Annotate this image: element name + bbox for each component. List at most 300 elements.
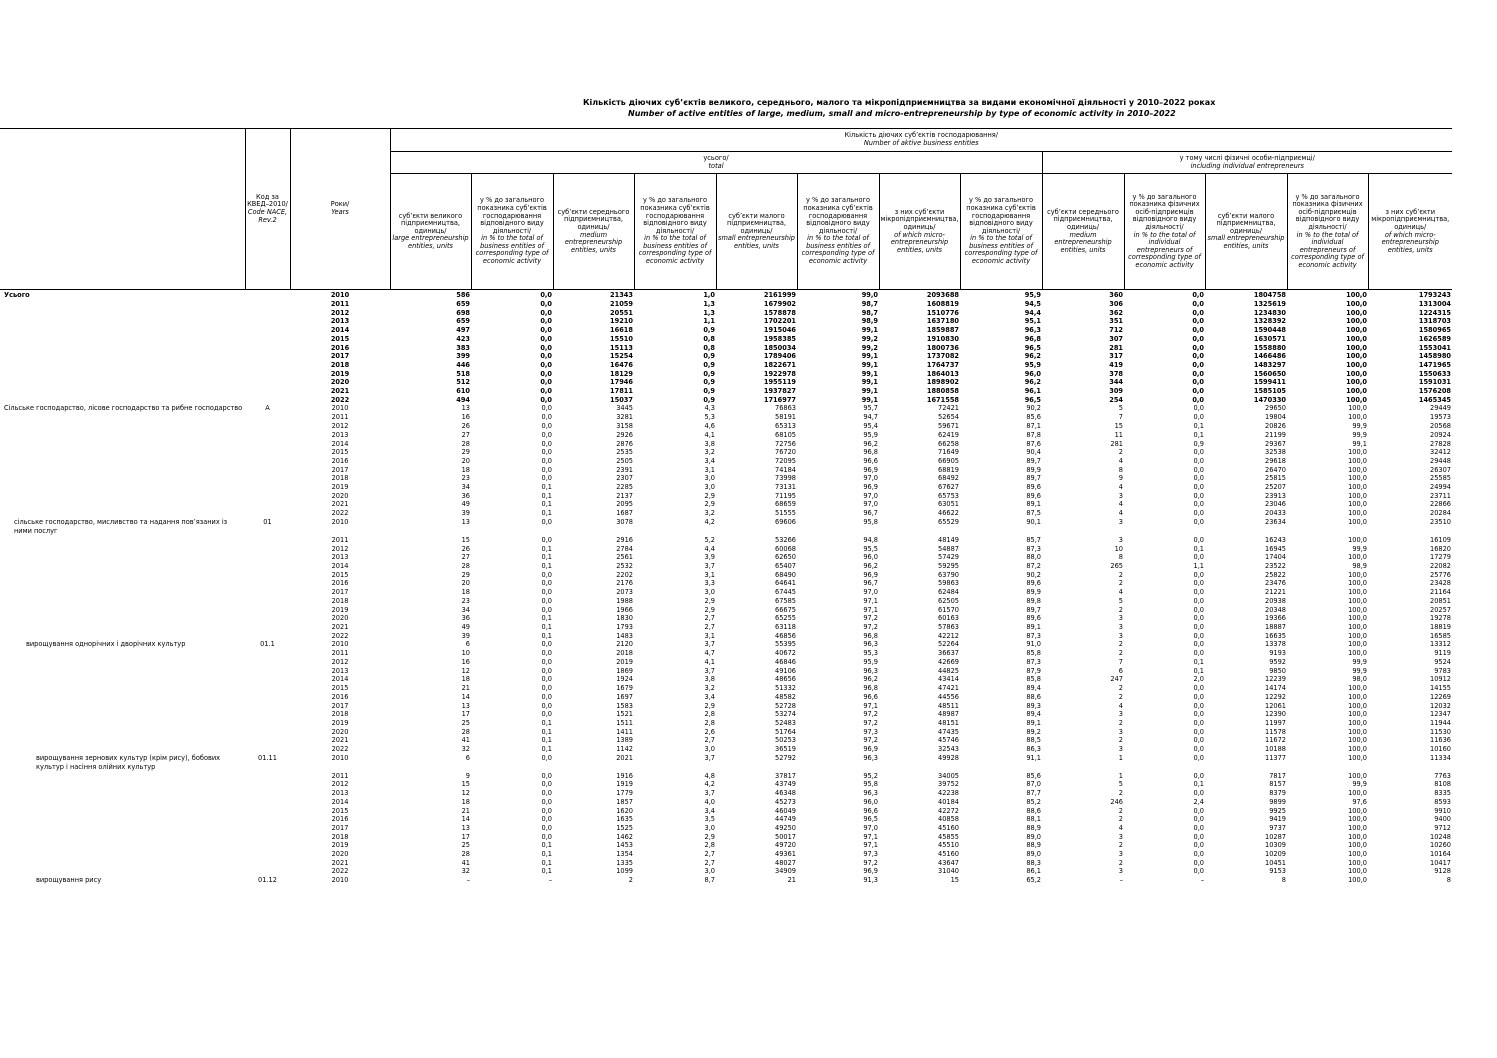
value-cell: 0,1 <box>541 841 552 850</box>
value-cell: 1608819 <box>926 300 959 308</box>
activity-label <box>0 754 245 772</box>
code-cell <box>245 606 290 615</box>
value-cell: 0,0 <box>541 404 552 413</box>
value-cell: 0,0 <box>540 326 552 335</box>
value-cell: 9128 <box>1434 867 1451 876</box>
code-cell <box>245 850 290 859</box>
value-cell: 712 <box>1109 326 1123 335</box>
value-cell: 99,1 <box>861 360 878 369</box>
value-cell: 11377 <box>1265 753 1286 762</box>
value-cell: 0,0 <box>1193 841 1204 850</box>
value-cell: 91,1 <box>1026 753 1041 762</box>
activity-cell <box>0 684 245 693</box>
code-cell <box>245 772 290 781</box>
years-header-en: Years <box>331 208 349 216</box>
value-cell: 87,0 <box>1026 780 1041 789</box>
value-cell: 1635 <box>616 815 633 824</box>
table-row <box>0 693 1452 702</box>
value-cell: 99,2 <box>861 334 878 343</box>
value-cell: 0,0 <box>540 369 552 378</box>
column-header-uk: суб’єкти малого підприємництва, одиниць/ <box>1216 211 1276 235</box>
column-header-9 <box>1042 174 1124 290</box>
value-cell: 0,0 <box>540 334 552 343</box>
value-cell: 90,2 <box>1026 404 1041 413</box>
value-cell: 32 <box>461 867 470 876</box>
code-cell <box>245 483 290 492</box>
value-cell: 88,6 <box>1026 692 1041 701</box>
year-cell: 2020 <box>331 727 349 736</box>
code-header-en: Code NACE, Rev.2 <box>247 208 288 224</box>
value-cell: 12269 <box>1430 692 1451 701</box>
value-cell: 95,5 <box>863 544 878 553</box>
value-cell: 41 <box>461 858 470 867</box>
value-cell: 0,1 <box>1193 780 1204 789</box>
value-cell: 0,0 <box>541 535 552 544</box>
activity-cell <box>0 728 245 737</box>
value-cell: 2 <box>1118 579 1123 588</box>
group-individual-uk: у тому числі фізичні особи-підприємці/ <box>1179 153 1315 162</box>
value-cell: 72095 <box>775 456 796 465</box>
value-cell: 1869 <box>616 666 633 675</box>
value-cell: 344 <box>1109 378 1123 387</box>
value-cell: – <box>548 876 552 885</box>
value-cell: 10 <box>1114 544 1123 553</box>
table-row <box>0 509 1452 518</box>
value-cell: 45160 <box>938 823 959 832</box>
value-cell: 0,0 <box>540 317 552 326</box>
value-cell: 63790 <box>938 570 959 579</box>
value-cell: 95,2 <box>863 771 878 780</box>
value-cell: 67627 <box>938 483 959 492</box>
value-cell: 1313004 <box>1418 300 1451 308</box>
value-cell: 9592 <box>1269 658 1286 667</box>
value-cell: 9400 <box>1434 815 1451 824</box>
value-cell: 3,0 <box>704 823 715 832</box>
value-cell: 0,0 <box>541 797 552 806</box>
value-cell: 3 <box>1118 832 1123 841</box>
value-cell: 96,8 <box>863 631 878 640</box>
value-cell: 88,1 <box>1026 815 1041 824</box>
value-cell: 8335 <box>1434 789 1451 798</box>
value-cell: 95,9 <box>863 430 878 439</box>
value-cell: 0,0 <box>1193 404 1204 413</box>
value-cell: 20826 <box>1265 422 1286 431</box>
column-header-en: small entrepreneurship entities, units <box>718 234 795 250</box>
value-cell: 2073 <box>616 588 633 597</box>
value-cell: 3,0 <box>704 588 715 597</box>
value-cell: 94,8 <box>863 535 878 544</box>
activity-cell <box>0 606 245 615</box>
activity-cell <box>0 309 245 318</box>
year-cell: 2011 <box>330 300 350 308</box>
column-header-7 <box>879 174 960 290</box>
value-cell: 100,0 <box>1348 815 1367 824</box>
value-cell: 54887 <box>938 544 959 553</box>
group-top-en: Number of aktive business entities <box>863 139 979 147</box>
value-cell: 10287 <box>1265 832 1286 841</box>
value-cell: 45160 <box>938 850 959 859</box>
activity-cell <box>0 588 245 597</box>
value-cell: 0,1 <box>1193 430 1204 439</box>
value-cell: 3,3 <box>704 579 715 588</box>
column-header-8 <box>960 174 1042 290</box>
value-cell: 100,0 <box>1348 858 1367 867</box>
value-cell: 0,0 <box>1193 649 1204 658</box>
value-cell: 10451 <box>1265 858 1286 867</box>
value-cell: 94,4 <box>1024 308 1041 317</box>
value-cell: 0,0 <box>1192 395 1204 404</box>
year-cell: 2021 <box>330 387 350 396</box>
table-row <box>0 867 1452 876</box>
value-cell: 100,0 <box>1348 692 1367 701</box>
value-cell: 96,7 <box>863 509 878 518</box>
value-cell: 0,9 <box>703 395 715 404</box>
value-cell: 9193 <box>1269 649 1286 658</box>
value-cell: 65313 <box>775 422 796 431</box>
activity-cell <box>0 815 245 824</box>
code-cell <box>245 588 290 597</box>
value-cell: 1679902 <box>763 300 796 308</box>
value-cell: 0,1 <box>1193 544 1204 553</box>
value-cell: 0,0 <box>1193 588 1204 597</box>
value-cell: 65529 <box>938 517 959 526</box>
value-cell: 1966 <box>616 605 633 614</box>
value-cell: 0,0 <box>1193 614 1204 623</box>
value-cell: 23522 <box>1265 561 1286 570</box>
value-cell: 2 <box>1118 736 1123 745</box>
activity-label <box>0 640 245 649</box>
value-cell: 0,0 <box>541 701 552 710</box>
year-cell: 2012 <box>331 422 349 431</box>
value-cell: 494 <box>456 395 470 404</box>
code-cell <box>245 833 290 842</box>
value-cell: 89,7 <box>1026 474 1041 483</box>
value-cell: 71649 <box>938 448 959 457</box>
value-cell: 2535 <box>616 448 633 457</box>
value-cell: 20568 <box>1430 422 1451 431</box>
value-cell: 15 <box>461 535 470 544</box>
value-cell: 65753 <box>938 491 959 500</box>
value-cell: 1560650 <box>1253 369 1286 378</box>
activity-cell <box>0 387 245 396</box>
value-cell: 1142 <box>616 745 633 754</box>
value-cell: 12 <box>461 789 470 798</box>
year-cell: 2019 <box>331 841 349 850</box>
value-cell: 0,0 <box>1193 570 1204 579</box>
value-cell: 3,0 <box>704 867 715 876</box>
table-row <box>0 728 1452 737</box>
value-cell: 3445 <box>616 404 633 413</box>
page-title-en: Number of active entities of large, medium, small and micro-entrepreneurship by type of economic activity in 2010–2022 <box>628 109 1176 118</box>
table-row <box>0 290 1452 301</box>
year-cell: 2020 <box>331 614 349 623</box>
value-cell: 2 <box>1118 448 1123 457</box>
value-cell: 100,0 <box>1348 684 1367 693</box>
value-cell: 29449 <box>1430 404 1451 413</box>
activity-cell <box>0 466 245 475</box>
activity-cell <box>0 396 245 405</box>
value-cell: 47421 <box>938 684 959 693</box>
value-cell: 34005 <box>938 771 959 780</box>
value-cell: 90,4 <box>1026 448 1041 457</box>
year-cell: 2015 <box>331 570 349 579</box>
table-row <box>0 474 1452 483</box>
column-header-2 <box>471 174 553 290</box>
value-cell: 0,0 <box>540 308 552 317</box>
table-row <box>0 807 1452 816</box>
value-cell: 89,8 <box>1026 596 1041 605</box>
activity-cell <box>0 867 245 876</box>
value-cell: 3,5 <box>704 815 715 824</box>
value-cell: 378 <box>1109 369 1123 378</box>
value-cell: 1465345 <box>1418 395 1451 404</box>
value-cell: 0,0 <box>1192 308 1204 317</box>
value-cell: 52792 <box>775 753 796 762</box>
value-cell: 48149 <box>938 535 959 544</box>
value-cell: 88,9 <box>1026 823 1041 832</box>
years-header <box>290 129 390 290</box>
activity-cell <box>0 571 245 580</box>
value-cell: 3,1 <box>704 465 715 474</box>
value-cell: 100,0 <box>1348 789 1367 798</box>
value-cell: 1922978 <box>763 369 796 378</box>
table-row <box>0 798 1452 807</box>
year-cell: 2014 <box>331 561 349 570</box>
value-cell: 1583 <box>616 701 633 710</box>
value-cell: 72421 <box>938 404 959 413</box>
value-cell: 99,9 <box>1352 780 1367 789</box>
value-cell: 100,0 <box>1348 474 1367 483</box>
value-cell: 95,9 <box>1024 291 1041 299</box>
table-row <box>0 815 1452 824</box>
value-cell: 100,0 <box>1348 867 1367 876</box>
value-cell: 0,9 <box>703 387 715 396</box>
table-row <box>0 361 1452 370</box>
value-cell: 0,1 <box>541 736 552 745</box>
value-cell: 100,0 <box>1348 841 1367 850</box>
value-cell: 49250 <box>775 823 796 832</box>
value-cell: 3,0 <box>704 745 715 754</box>
value-cell: 0,0 <box>1192 291 1204 299</box>
activity-cell <box>0 378 245 387</box>
value-cell: 2 <box>628 876 633 885</box>
value-cell: 97,2 <box>863 622 878 631</box>
value-cell: 2505 <box>616 456 633 465</box>
value-cell: 0,0 <box>540 300 552 308</box>
value-cell: 99,9 <box>1352 422 1367 431</box>
code-cell: 01.11 <box>258 753 277 762</box>
value-cell: 1389 <box>616 736 633 745</box>
value-cell: 96,8 <box>863 684 878 693</box>
value-cell: 2,9 <box>704 701 715 710</box>
value-cell: 0,0 <box>541 570 552 579</box>
table-row <box>0 326 1452 335</box>
value-cell: 1915046 <box>763 326 796 335</box>
year-cell: 2016 <box>331 815 349 824</box>
value-cell: 100,0 <box>1348 570 1367 579</box>
value-cell: 100,0 <box>1346 317 1367 326</box>
value-cell: 12347 <box>1430 710 1451 719</box>
value-cell: 27 <box>461 430 470 439</box>
value-cell: 87,5 <box>1026 509 1041 518</box>
value-cell: 659 <box>456 317 470 326</box>
value-cell: 25585 <box>1430 474 1451 483</box>
value-cell: 1553041 <box>1418 343 1451 352</box>
value-cell: 1558880 <box>1253 343 1286 352</box>
value-cell: 88,6 <box>1026 806 1041 815</box>
value-cell: 48656 <box>775 675 796 684</box>
value-cell: 48987 <box>938 710 959 719</box>
value-cell: 97,1 <box>863 596 878 605</box>
value-cell: 0,0 <box>541 823 552 832</box>
value-cell: 0,0 <box>1192 378 1204 387</box>
value-cell: 57429 <box>938 553 959 562</box>
value-cell: 1325619 <box>1253 300 1286 308</box>
value-cell: 57863 <box>938 622 959 631</box>
activity-cell <box>0 675 245 684</box>
value-cell: 21 <box>461 806 470 815</box>
value-cell: 3281 <box>616 413 633 422</box>
value-cell: 3,9 <box>704 553 715 562</box>
value-cell: 29650 <box>1265 404 1286 413</box>
value-cell: 96,9 <box>863 867 878 876</box>
value-cell: 16243 <box>1265 535 1286 544</box>
value-cell: 17279 <box>1430 553 1451 562</box>
value-cell: 67445 <box>775 588 796 597</box>
value-cell: 3,7 <box>704 640 715 649</box>
table-row <box>0 702 1452 711</box>
value-cell: 399 <box>456 352 470 361</box>
value-cell: 29448 <box>1430 456 1451 465</box>
value-cell: 1354 <box>616 850 633 859</box>
value-cell: 3,2 <box>704 448 715 457</box>
value-cell: 89,6 <box>1026 491 1041 500</box>
value-cell: 96,5 <box>1024 343 1041 352</box>
value-cell: 0,0 <box>1193 850 1204 859</box>
value-cell: 0,0 <box>541 710 552 719</box>
year-cell: 2021 <box>331 858 349 867</box>
value-cell: 97,2 <box>863 736 878 745</box>
value-cell: 2285 <box>616 483 633 492</box>
years-header-uk: Роки/ <box>330 200 350 209</box>
data-table <box>0 128 1452 885</box>
value-cell: 20284 <box>1430 509 1451 518</box>
year-cell: 2017 <box>330 352 350 361</box>
value-cell: 96,2 <box>1024 378 1041 387</box>
value-cell: 15113 <box>610 343 633 352</box>
value-cell: 100,0 <box>1346 291 1367 299</box>
value-cell: 1335 <box>616 858 633 867</box>
code-cell <box>245 431 290 440</box>
code-cell <box>245 413 290 422</box>
activity-cell <box>0 833 245 842</box>
value-cell: 0,0 <box>541 666 552 675</box>
value-cell: 5,2 <box>704 535 715 544</box>
value-cell: 100,0 <box>1348 517 1367 526</box>
table-row <box>0 667 1452 676</box>
year-cell: 2015 <box>331 806 349 815</box>
year-cell: 2013 <box>331 430 349 439</box>
value-cell: 98,0 <box>1352 675 1367 684</box>
value-cell: 0,1 <box>541 544 552 553</box>
value-cell: 20 <box>461 456 470 465</box>
code-cell <box>245 702 290 711</box>
value-cell: 87,3 <box>1026 658 1041 667</box>
value-cell: 100,0 <box>1346 360 1367 369</box>
year-cell: 2011 <box>331 649 349 658</box>
value-cell: 7 <box>1118 413 1123 422</box>
value-cell: 59671 <box>938 422 959 431</box>
value-cell: 0,1 <box>541 509 552 518</box>
value-cell: 100,0 <box>1348 640 1367 649</box>
activity-cell <box>0 300 245 309</box>
value-cell: 52264 <box>938 640 959 649</box>
value-cell: 42212 <box>938 631 959 640</box>
value-cell: 1630571 <box>1253 334 1286 343</box>
value-cell: 42272 <box>938 806 959 815</box>
value-cell: 59295 <box>938 561 959 570</box>
value-cell: 7 <box>1118 658 1123 667</box>
value-cell: 3,1 <box>704 570 715 579</box>
column-header-en: in % to the total of business entities of corresponding type of economic activity <box>964 234 1038 266</box>
value-cell: 0,0 <box>1193 858 1204 867</box>
value-cell: 2 <box>1118 570 1123 579</box>
value-cell: 3 <box>1118 867 1123 876</box>
activity-cell <box>0 824 245 833</box>
value-cell: 3 <box>1118 614 1123 623</box>
value-cell: 90,1 <box>1026 517 1041 526</box>
value-cell: 2,7 <box>704 622 715 631</box>
value-cell: 3,7 <box>704 666 715 675</box>
code-cell <box>245 300 290 309</box>
value-cell: 100,0 <box>1346 343 1367 352</box>
value-cell: 100,0 <box>1348 491 1367 500</box>
value-cell: 49106 <box>775 666 796 675</box>
value-cell: 1591031 <box>1418 378 1451 387</box>
value-cell: 89,6 <box>1026 483 1041 492</box>
activity-cell <box>0 798 245 807</box>
value-cell: 0,1 <box>1193 422 1204 431</box>
value-cell: 96,7 <box>863 579 878 588</box>
value-cell: 2,9 <box>704 491 715 500</box>
value-cell: 0,0 <box>1193 718 1204 727</box>
value-cell: 43647 <box>938 858 959 867</box>
value-cell: 3158 <box>616 422 633 431</box>
value-cell: 9119 <box>1434 649 1451 658</box>
code-cell <box>245 649 290 658</box>
value-cell: 91,3 <box>863 876 878 885</box>
value-cell: 27828 <box>1430 439 1451 448</box>
value-cell: 97,0 <box>863 500 878 509</box>
code-cell <box>245 684 290 693</box>
value-cell: 10 <box>461 649 470 658</box>
value-cell: 96,6 <box>863 692 878 701</box>
value-cell: 96,9 <box>863 570 878 579</box>
value-cell: 1697 <box>616 692 633 701</box>
value-cell: 307 <box>1109 334 1123 343</box>
value-cell: 68819 <box>938 465 959 474</box>
value-cell: 46622 <box>938 509 959 518</box>
code-cell <box>245 859 290 868</box>
value-cell: 0,0 <box>1193 465 1204 474</box>
value-cell: 45510 <box>938 841 959 850</box>
value-cell: 37817 <box>775 771 796 780</box>
table-row <box>0 833 1452 842</box>
code-cell <box>245 309 290 318</box>
code-cell <box>245 466 290 475</box>
value-cell: 0,0 <box>1193 553 1204 562</box>
value-cell: 265 <box>1110 561 1123 570</box>
